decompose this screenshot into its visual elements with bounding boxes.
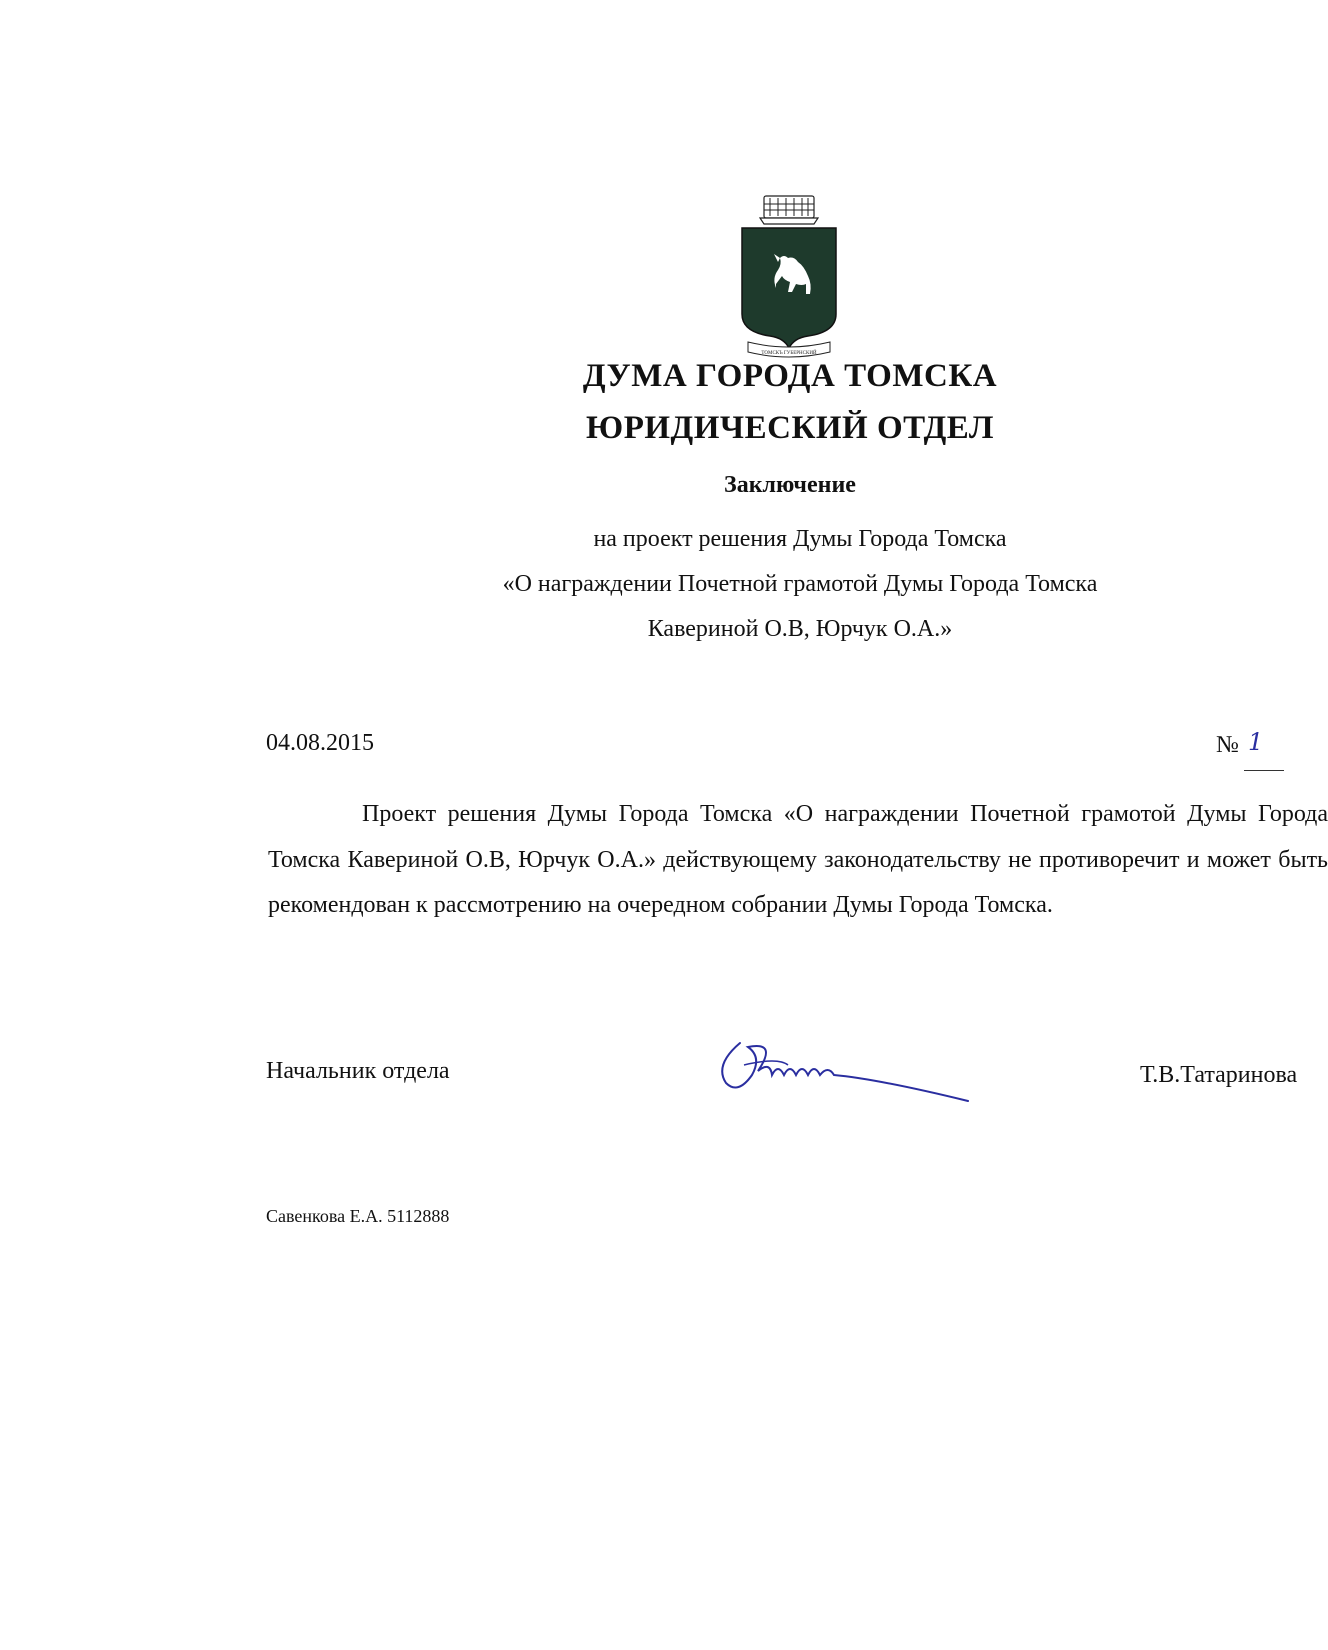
- document-number-label: №: [1216, 732, 1239, 758]
- organization-name: ДУМА ГОРОДА ТОМСКА: [582, 358, 998, 394]
- tomsk-coat-of-arms-emblem: [736, 192, 842, 364]
- handwritten-signature: [718, 1035, 990, 1115]
- executor-contact: Савенкова Е.А. 5112888: [266, 1206, 450, 1226]
- document-date: 04.08.2015: [266, 730, 374, 756]
- coat-of-arms-motto: ТОМСКЪ ГУБЕРНСКИЙ: [761, 351, 817, 356]
- department-name: ЮРИДИЧЕСКИЙ ОТДЕЛ: [586, 410, 994, 446]
- subtitle-line-1: на проект решения Думы Города Томска: [593, 526, 1007, 552]
- document-body: [268, 792, 1328, 929]
- signatory-name: Т.В.Татаринова: [1140, 1062, 1298, 1088]
- document-number-value: 1: [1248, 728, 1264, 756]
- number-underline: [1244, 770, 1284, 771]
- body-paragraph: Проект решения Думы Города Томска «О награждении Почетной грамотой Думы Города Томска Кавериной О.В, Юрчук О.А.» действующему законодательству не противоречит и может быть рекомендован к рассмотрению на очередном собрании Думы Города Томска.: [268, 801, 1328, 918]
- document-title: Заключение: [724, 472, 856, 498]
- subtitle-line-3: Кавериной О.В, Юрчук О.А.»: [647, 616, 953, 642]
- signatory-position: Начальник отдела: [266, 1058, 450, 1084]
- subtitle-line-2: «О награждении Почетной грамотой Думы Города Томска: [502, 571, 1098, 597]
